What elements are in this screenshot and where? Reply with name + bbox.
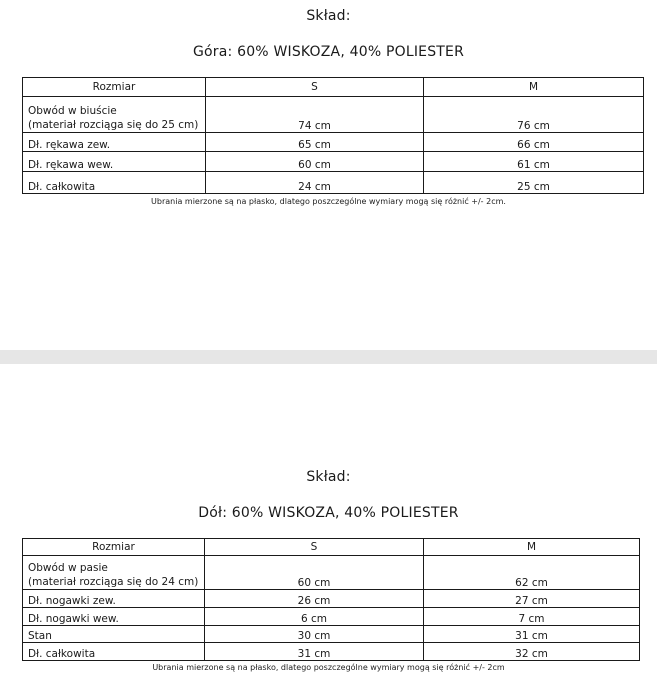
value-s: 60 cm (205, 556, 424, 590)
row-label-line2: (materiał rozciąga się do 25 cm) (28, 119, 199, 131)
table-header-row (23, 78, 644, 97)
value-s: 6 cm (205, 608, 424, 626)
top-footnote: Ubrania mierzone są na płasko, dlatego poszczególne wymiary mogą się różnić +/- 2cm. (151, 197, 506, 206)
table-row (23, 626, 640, 643)
value-m: 27 cm (424, 590, 640, 608)
value-s: 31 cm (205, 643, 424, 661)
table-row (23, 97, 644, 133)
value-m: 61 cm (424, 152, 644, 172)
table-row (23, 556, 640, 590)
row-label: Dł. rękawa zew. (23, 133, 206, 152)
row-label-line2: (materiał rozciąga się do 24 cm) (28, 576, 199, 588)
value-m: 76 cm (424, 97, 644, 133)
table-row (23, 172, 644, 194)
value-m: 31 cm (424, 626, 640, 643)
row-label: Dł. nogawki wew. (23, 608, 205, 626)
table-row (23, 152, 644, 172)
value-s: 65 cm (206, 133, 424, 152)
bottom-heading: Skład: (306, 469, 351, 485)
top-size-table (22, 77, 644, 194)
bottom-footnote: Ubrania mierzone są na płasko, dlatego poszczególne wymiary mogą się różnić +/- 2cm (152, 663, 505, 672)
row-label: Dł. całkowita (23, 643, 205, 661)
header-size: Rozmiar (23, 539, 205, 556)
value-s: 74 cm (206, 97, 424, 133)
bottom-size-table (22, 538, 640, 661)
bottom-panel (0, 364, 657, 676)
row-label-line1: Obwód w pasie (28, 562, 108, 574)
table-header-row (23, 539, 640, 556)
row-label: Dł. nogawki zew. (23, 590, 205, 608)
header-m: M (424, 78, 644, 97)
value-s: 30 cm (205, 626, 424, 643)
value-s: 26 cm (205, 590, 424, 608)
row-label: Dł. rękawa wew. (23, 152, 206, 172)
row-label: Dł. całkowita (23, 172, 206, 194)
header-s: S (205, 539, 424, 556)
table-row (23, 643, 640, 661)
value-m: 7 cm (424, 608, 640, 626)
value-m: 32 cm (424, 643, 640, 661)
header-m: M (424, 539, 640, 556)
value-s: 24 cm (206, 172, 424, 194)
top-composition: Góra: 60% WISKOZA, 40% POLIESTER (192, 44, 465, 60)
row-label (23, 97, 206, 133)
table-row (23, 133, 644, 152)
section-divider (0, 350, 657, 364)
row-label (23, 556, 205, 590)
table-row (23, 608, 640, 626)
value-m: 62 cm (424, 556, 640, 590)
row-label: Stan (23, 626, 205, 643)
table-row (23, 590, 640, 608)
header-size: Rozmiar (23, 78, 206, 97)
bottom-composition: Dół: 60% WISKOZA, 40% POLIESTER (198, 505, 459, 521)
header-s: S (206, 78, 424, 97)
value-m: 25 cm (424, 172, 644, 194)
row-label-line1: Obwód w biuście (28, 105, 117, 117)
top-heading: Skład: (306, 8, 351, 24)
value-m: 66 cm (424, 133, 644, 152)
value-s: 60 cm (206, 152, 424, 172)
